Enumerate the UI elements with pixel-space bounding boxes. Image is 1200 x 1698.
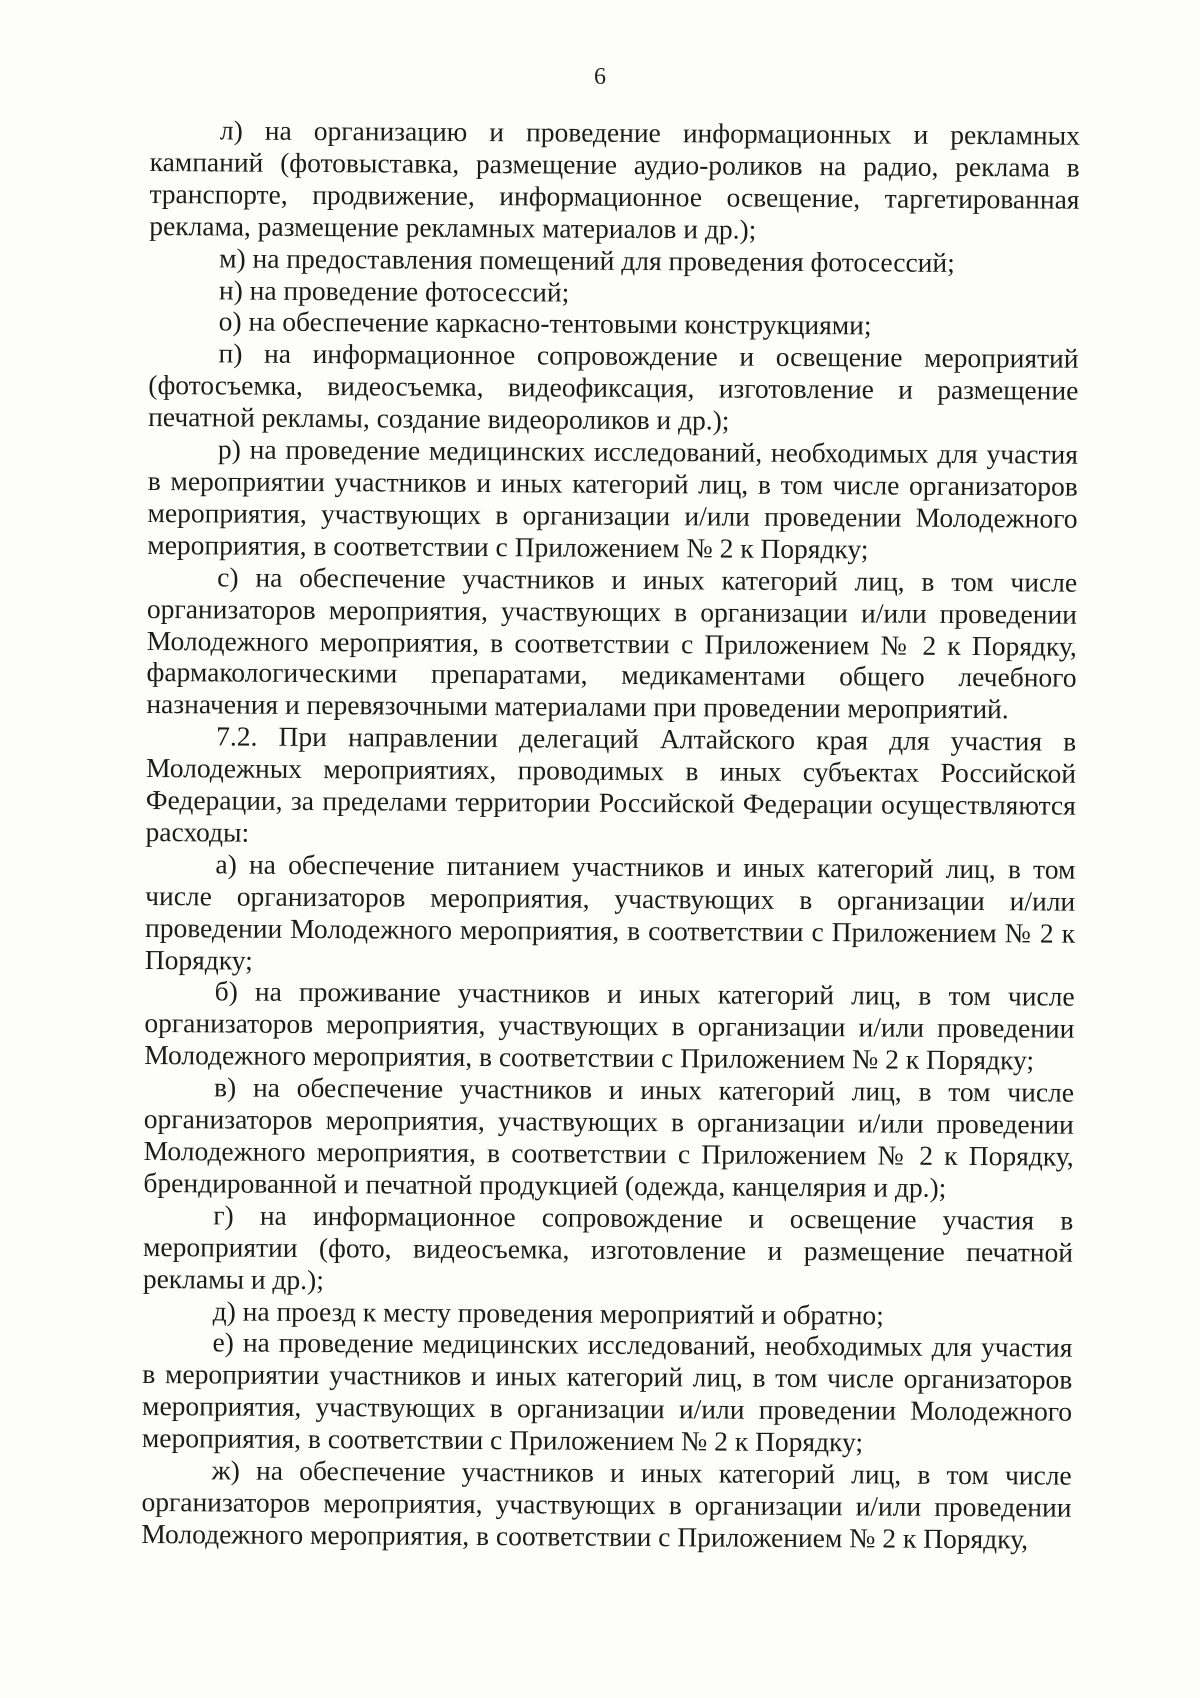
item-text: на обеспечение каркасно-тентовыми конструкциями; — [241, 306, 872, 341]
item-text: на проведение фотосессий; — [242, 274, 570, 308]
item-text: на проведение медицинских исследований, необходимых для участия в мероприятии участников и иных категорий лиц, в том числе организаторов мероприятия, участвующих в организации и/или проведении Молодежного мероприятия, в соответствии с Приложением № 2 к Порядку; — [147, 433, 1079, 565]
item-text: на обеспечение участников и иных категорий лиц, в том числе организаторов мероприятия, участвующих в организации и/или проведении Молодежного мероприятия, в соответствии с Приложением № 2 к Порядку, брендированной и печатной продукцией (одежда, канцелярия и др.); — [143, 1071, 1075, 1203]
paragraph-s — [146, 561, 1077, 726]
item-text: на проживание участников и иных категорий лиц, в том числе организаторов мероприятия, участвующих в организации и/или проведении Молодежного мероприятия, в соответствии с Приложением № 2 к Порядку; — [144, 976, 1075, 1076]
section-text: При направлении делегаций Алтайского края для участия в Молодежных мероприятиях, проводимых в иных субъектах Российской Федерации, за пределами территории Российской Федерации осуществляются расходы: — [145, 720, 1077, 848]
item-text: на обеспечение участников и иных категорий лиц, в том числе организаторов мероприятия, участвующих в организации и/или проведении Молодежного мероприятия, в соответствии с Приложением № 2 к Порядку, — [141, 1454, 1072, 1555]
item-label: ж) — [211, 1454, 240, 1486]
item-text: на информационное сопровождение и освещение участия в мероприятии (фото, видеосъемка, изготовление и размещение печатной рекламы и др.); — [142, 1199, 1074, 1295]
item-label: л) — [219, 114, 243, 146]
paragraph-a — [145, 848, 1076, 981]
page-number: 6 — [594, 64, 606, 90]
item-text: на обеспечение участников и иных категорий лиц, в том числе организаторов мероприятия, участвующих в организации и/или проведении Молодежного мероприятия, в соответствии с Приложением № 2 к Порядку, фармакологическими препаратами, медикаментами общего лечебного назначения и перевязочными материалами при проведении мероприятий. — [146, 561, 1078, 725]
item-label: о) — [218, 305, 242, 338]
section-7-2 — [146, 720, 1077, 853]
item-label: н) — [218, 273, 243, 306]
item-label: б) — [214, 975, 238, 1008]
paragraph-g — [143, 1199, 1074, 1300]
item-label: р) — [217, 433, 241, 465]
item-text: на информационное сопровождение и освещение мероприятий (фотосъемка, видеосъемка, видеофиксация, изготовление и размещение печатной рекламы, создание видеороликов и др.); — [148, 337, 1079, 436]
item-label: в) — [213, 1071, 237, 1103]
item-label: г) — [213, 1199, 234, 1231]
paragraph-b — [144, 975, 1075, 1076]
item-text: на проезд к месту проведения мероприятий и обратно; — [235, 1295, 884, 1331]
item-text: на проведение медицинских исследований, необходимых для участия в мероприятии участников и иных категорий лиц, в том числе организаторов мероприятия, участвующих в организации и/или проведении Молодежного мероприятия, в соответствии с Приложением № 2 к Порядку; — [141, 1326, 1073, 1458]
item-label: е) — [212, 1326, 234, 1358]
paragraph-v — [143, 1071, 1074, 1204]
item-text: на обеспечение питанием участников и иных категорий лиц, в том числе организаторов мероприятия, участвующих в организации и/или проведении Молодежного мероприятия, в соответствии с Приложением № 2 к Порядку; — [144, 848, 1076, 976]
paragraph-zh — [141, 1454, 1072, 1555]
item-label: п) — [218, 337, 243, 369]
item-label: а) — [215, 848, 237, 880]
paragraph-r — [147, 433, 1078, 566]
document-body — [141, 114, 1080, 1555]
item-label: м) — [219, 242, 246, 274]
paragraph-p — [148, 337, 1079, 438]
section-number: 7.2. — [216, 720, 258, 752]
paragraph-e — [142, 1326, 1073, 1459]
item-text: на предоставления помещений для проведения фотосессий; — [245, 242, 955, 278]
item-label: д) — [212, 1294, 236, 1327]
paragraph-l — [149, 114, 1080, 247]
item-label: с) — [217, 561, 239, 593]
item-text: на организацию и проведение информационных и рекламных кампаний (фотовыставка, размещение аудио-роликов на радио, реклама в транспорте, продвижение, информационное освещение, таргетированная реклама, размещение рекламных материалов и др.); — [149, 114, 1080, 245]
